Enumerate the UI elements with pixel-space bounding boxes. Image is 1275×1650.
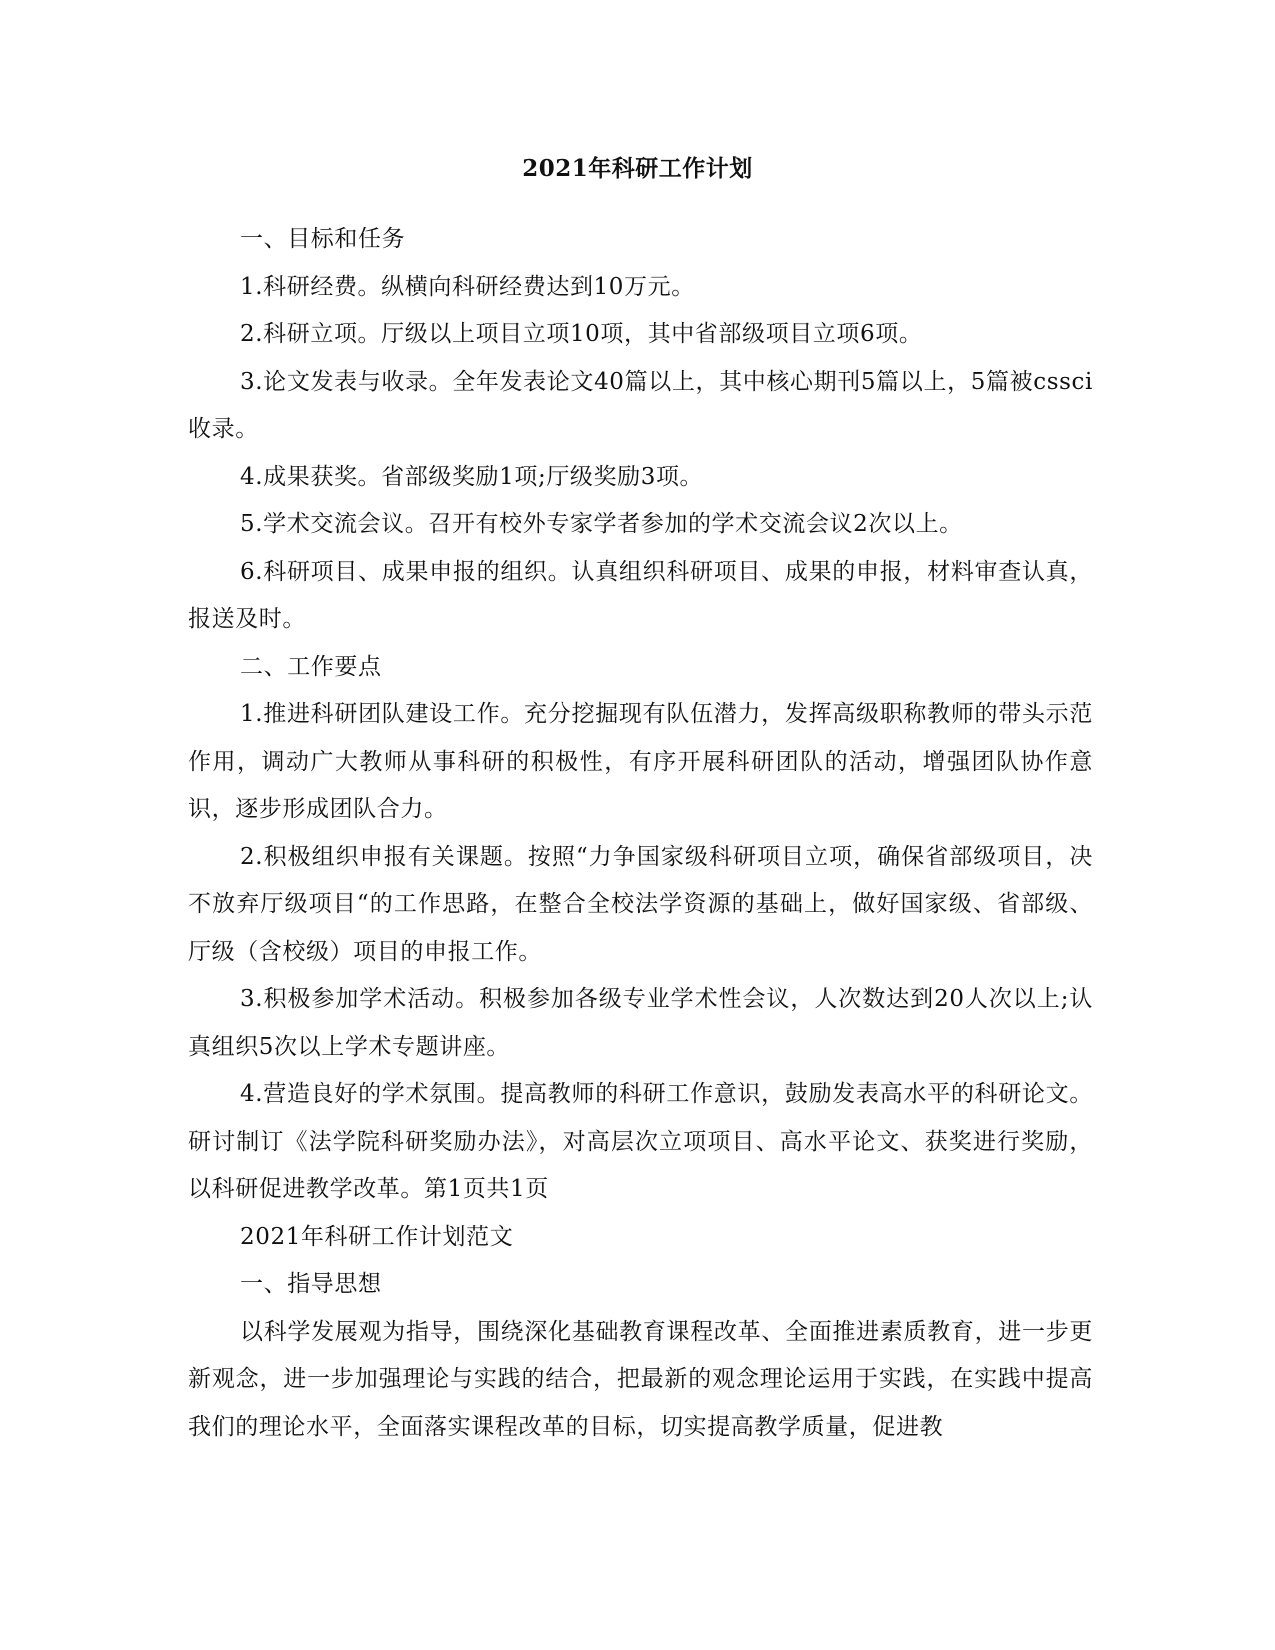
document-title: 2021年科研工作计划 <box>522 155 753 182</box>
paragraph-topic-application: 2.积极组织申报有关课题。按照“力争国家级科研项目立项，确保省部级项目，决不放弃厅级项目“的工作思路，在整合全校法学资源的基础上，做好国家级、省部级、厅级（含校级）项目的申报工作。 <box>188 843 1093 965</box>
paragraph-projects: 2.科研立项。厅级以上项目立项10项，其中省部级项目立项6项。 <box>240 321 923 347</box>
paragraph-papers: 3.论文发表与收录。全年发表论文40篇以上，其中核心期刊5篇以上，5篇被cssci收录。 <box>188 368 1093 442</box>
paragraph-guiding-ideology: 以科学发展观为指导，围绕深化基础教育课程改革、全面推进素质教育，进一步更新观念，进一步加强理论与实践的结合，把最新的观念理论运用于实践，在实践中提高我们的理论水平，全面落实课程改革的目标，切实提高教学质量，促进教 <box>188 1318 1093 1440</box>
paragraph-academic-activities: 3.积极参加学术活动。积极参加各级专业学术性会议，人次数达到20人次以上;认真组织5次以上学术专题讲座。 <box>188 986 1093 1060</box>
paragraph-team-building: 1.推进科研团队建设工作。充分挖掘现有队伍潜力，发挥高级职称教师的带头示范作用，调动广大教师从事科研的积极性，有序开展科研团队的活动，增强团队协作意识，逐步形成团队合力。 <box>188 701 1093 822</box>
paragraph-academic-atmosphere: 4.营造良好的学术氛围。提高教师的科研工作意识，鼓励发表高水平的科研论文。研讨制订《法学院科研奖励办法》，对高层次立项项目、高水平论文、获奖进行奖励，以科研促进教学改革。第1页共1页 <box>188 1081 1093 1202</box>
section-heading-goals: 一、目标和任务 <box>240 226 406 252</box>
document-body <box>188 216 1093 1451</box>
sample-title: 2021年科研工作计划范文 <box>240 1223 514 1250</box>
paragraph-funding: 1.科研经费。纵横向科研经费达到10万元。 <box>240 273 695 300</box>
section-heading-guiding-ideology: 一、指导思想 <box>240 1271 382 1297</box>
paragraph-awards: 4.成果获奖。省部级奖励1项;厅级奖励3项。 <box>240 463 704 490</box>
section-heading-key-points: 二、工作要点 <box>240 653 382 680</box>
paragraph-conferences: 5.学术交流会议。召开有校外专家学者参加的学术交流会议2次以上。 <box>240 511 963 537</box>
paragraph-application: 6.科研项目、成果申报的组织。认真组织科研项目、成果的申报，材料审查认真，报送及时。 <box>188 558 1093 632</box>
